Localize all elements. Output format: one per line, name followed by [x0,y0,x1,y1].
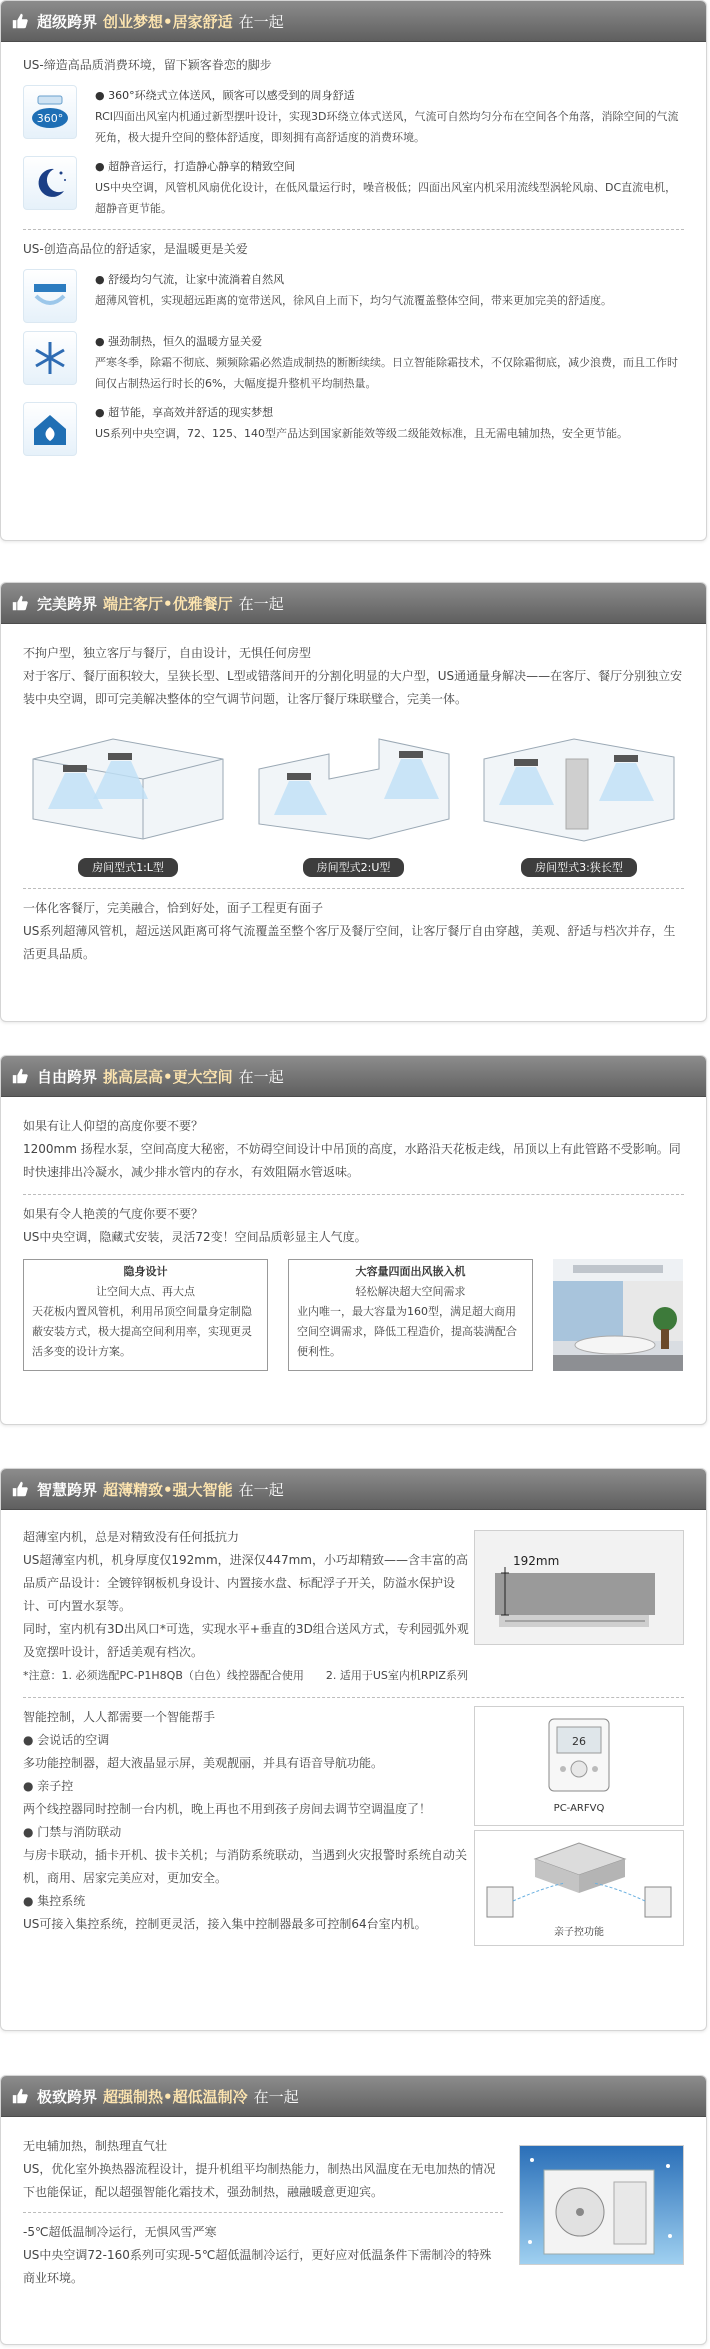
box-text: 业内唯一，最大容量为160型，满足超大商用空间空调需求，降低工程造价，提高装满配合便利性。 [297,1305,517,1358]
section-header [1,2076,706,2117]
box-heading: 隐身设计 [123,1265,168,1278]
section-ultimate-crossover [0,2075,707,2345]
feature-item [23,402,684,456]
feature-title: ● 强劲制热，恒久的温暖方显关爱 [95,335,263,348]
box-subheading: 轻松解决超大空间需求 [355,1285,466,1298]
paragraph: 智能控制，人人都需要一个智能帮手 [23,1710,216,1724]
intro-text: US-创造高品位的舒适家，是温暖更是关爱 [23,242,248,256]
list-item-text: US可接入集控系统，控制更灵活，接入集中控制器最多可控制64台室内机。 [23,1917,427,1931]
thumbs-up-icon [11,12,29,30]
box-text: 天花板内置风管机，利用吊顶空间量身定制隐蔽安装方式，极大提高空间利用率，实现更灵活多变的设计方案。 [32,1305,252,1358]
paragraph: 无电辅加热，制热理直气壮 [23,2139,168,2153]
office-photo [553,1259,683,1371]
section-title-main: 极致跨界 [37,2087,98,2106]
paragraph: US中央空调72-160系列可实现-5℃超低温制冷运行，更好应对低温条件下需制冷的特殊商业环境。 [23,2248,492,2285]
box-heading: 大容量四面出风嵌入机 [355,1265,466,1278]
info-box [23,1259,268,1371]
divider [23,888,684,889]
divider [23,1697,684,1698]
feature-item [23,269,684,323]
section-header [1,1,706,42]
room-diagram-narrow [474,719,684,878]
section-title-sub: 超薄精致•强大智能 [103,1480,233,1499]
feature-text: RCI四面出风室内机通过新型摆叶设计，实现3D环绕立体式送风，气流可自然均匀分布在空间各个角落，消除空间的气流死角，极大提升空间的整体舒适度，即刻拥有高舒适度的消费环境。 [95,110,679,144]
moon-icon [23,156,77,210]
section-title-tail: 在一起 [238,12,284,31]
paragraph: US，优化室外换热器流程设计，提升机组平均制热能力，制热出风温度在无电加热的情况下也能保证，配以超强智能化霜技术，强劲制热，融融暖意更迎宾。 [23,2162,496,2199]
paragraph: US系列超薄风管机，超远送风距离可将气流覆盖至整个客厅及餐厅空间，让客厅餐厅自由穿越，美观、舒适与档次并存，生活更具品质。 [23,924,676,961]
svg-text:360°: 360° [36,112,64,125]
section-title-main: 完美跨界 [37,594,98,613]
section-free-crossover [0,1055,707,1425]
paragraph: 如果有令人艳羡的气度你要不要？ [23,1207,204,1221]
thumbs-up-icon [11,2087,29,2105]
room-caption: 房间型式3:狭长型 [521,858,637,877]
room-caption: 房间型式1:L型 [78,858,178,877]
section-title-main: 超级跨界 [37,12,98,31]
divider [23,1194,684,1195]
paragraph: 同时，室内机有3D出风口*可选，实现水平+垂直的3D组合送风方式，专利园弧外观及宽摆叶设计，舒适美观有档次。 [23,1622,469,1659]
360-airflow-icon [23,85,77,139]
feature-text: US系列中央空调，72、125、140型产品达到国家新能效等级二级能效标准，且无需电辅加热，安全更节能。 [95,427,629,440]
list-item-heading: ● 门禁与消防联动 [23,1825,122,1839]
list-item-heading: ● 集控系统 [23,1894,86,1908]
section-smart-crossover [0,1468,707,2031]
feature-boxes [23,1259,684,1371]
list-item-text: 多功能控制器，超大液晶显示屏，美观靓丽，并具有语音导航功能。 [23,1756,384,1770]
section-super-crossover [0,0,707,541]
eco-house-icon [23,402,77,456]
paragraph: -5℃超低温制冷运行，无惧风雪严寒 [23,2225,217,2239]
paragraph: US超薄室内机，机身厚度仅192mm，进深仅447mm，小巧却精致——含丰富的高品质产品设计：全镀锌钢板机身设计、内置接水盘、标配浮子开关，防溢水保护设计、可内置水泵等。 [23,1553,468,1613]
section-perfect-crossover [0,582,707,1022]
paragraph: 1200mm 扬程水泵，空间高度大秘密，不妨碍空间设计中吊顶的高度，水路沿天花板走线，吊顶以上有此管路不受影响。同时快速排出冷凝水，减少排水管内的存水，有效阻隔水管返味。 [23,1142,681,1179]
diagram-caption: 亲子控功能 [554,1927,604,1938]
section-title-sub: 创业梦想•居家舒适 [103,12,233,31]
divider [23,2212,503,2213]
info-box [288,1259,533,1371]
feature-text: 严寒冬季，除霜不彻底、频频除霜必然造成制热的断断续续。日立智能除霜技术，不仅除霜彻底，减少浪费，而且工作时间仅占制热运行时长的6%，大幅度提升整机平均制热量。 [95,356,678,390]
room-diagram-l [23,719,233,878]
section-title-tail: 在一起 [238,1480,284,1499]
section-title-main: 智慧跨界 [37,1480,98,1499]
controller-figure [474,1706,684,1826]
section-header [1,1469,706,1510]
paragraph: US中央空调，隐藏式安装，灵活72变！空间品质彰显主人气度。 [23,1230,367,1244]
feature-title: ● 360°环绕式立体送风，顾客可以感受到的周身舒适 [95,89,355,102]
air-flow-icon [23,269,77,323]
box-subheading: 让空间大点、再大点 [96,1285,195,1298]
list-item-heading: ● 会说话的空调 [23,1733,110,1747]
feature-item [23,85,684,148]
list-item-heading: ● 亲子控 [23,1779,74,1793]
note-text: *注意：1. 必须选配PC-P1H8QB（白色）线控器配合使用 2. 适用于US室内机RPIZ系列 [23,1669,468,1682]
feature-text: US中央空调，风管机风扇优化设计，在低风量运行时，噪音极低；四面出风室内机采用流线型涡轮风扇、DC直流电机，超静音更节能。 [95,181,677,215]
feature-item [23,331,684,394]
feature-title: ● 超节能，享高效并舒适的现实梦想 [95,406,274,419]
section-title-tail: 在一起 [238,1067,284,1086]
section-title-sub: 超强制热•超低温制冷 [103,2087,248,2106]
room-type-diagrams [23,719,684,878]
feature-title: ● 舒缓均匀气流，让家中流淌着自然风 [95,273,285,286]
paragraph: 对于客厅、餐厅面积较大，呈狭长型、L型或错落间开的分割化明显的大户型，US通通量身解决——在客厅、餐厅分别独立安装中央空调，即可完美解决整体的空气调节问题，让客厅餐厅珠联璧合，完美一体。 [23,669,683,706]
list-item-text: 与房卡联动，插卡开机、拔卡关机；与消防系统联动，当遇到火灾报警时系统自动关机，商用、居家完美应对，更加安全。 [23,1848,468,1885]
indoor-unit-figure [474,1530,684,1645]
parent-child-control-figure [474,1830,684,1946]
paragraph: 如果有让人仰望的高度你要不要？ [23,1119,204,1133]
snowflake-icon [23,331,77,385]
room-diagram-u [249,719,459,878]
thumbs-up-icon [11,594,29,612]
paragraph: 一体化客餐厅，完美融合，恰到好处，面子工程更有面子 [23,901,324,915]
feature-title: ● 超静音运行，打造静心静享的精致空间 [95,160,296,173]
divider [23,229,684,230]
feature-text: 超薄风管机，实现超远距离的宽带送风，徐风自上而下，均匀气流覆盖整体空间，带来更加完美的舒适度。 [95,294,612,307]
paragraph: 超薄室内机，总是对精致没有任何抵抗力 [23,1530,240,1544]
intro-text: US-缔造高品质消费环境，留下颖客眷恋的脚步 [23,58,272,72]
section-title-main: 自由跨界 [37,1067,98,1086]
list-item-text: 两个线控器同时控制一台内机，晚上再也不用到孩子房间去调节空调温度了！ [23,1802,432,1816]
room-caption: 房间型式2:U型 [303,858,405,877]
section-header [1,583,706,624]
section-title-tail: 在一起 [253,2087,299,2106]
controller-model-label: PC-ARFVQ [553,1803,605,1814]
outdoor-unit-figure [519,2145,684,2265]
paragraph: 不拘户型，独立客厅与餐厅，自由设计，无惧任何房型 [23,646,312,660]
section-title-sub: 端庄客厅•优雅餐厅 [103,594,233,613]
thumbs-up-icon [11,1480,29,1498]
dimension-label: 192mm [513,1554,560,1568]
section-header [1,1056,706,1097]
thumbs-up-icon [11,1067,29,1085]
section-title-sub: 挑高层高•更大空间 [103,1067,233,1086]
section-title-tail: 在一起 [238,594,284,613]
controller-screen-value: 26 [572,1735,586,1748]
feature-item [23,156,684,219]
